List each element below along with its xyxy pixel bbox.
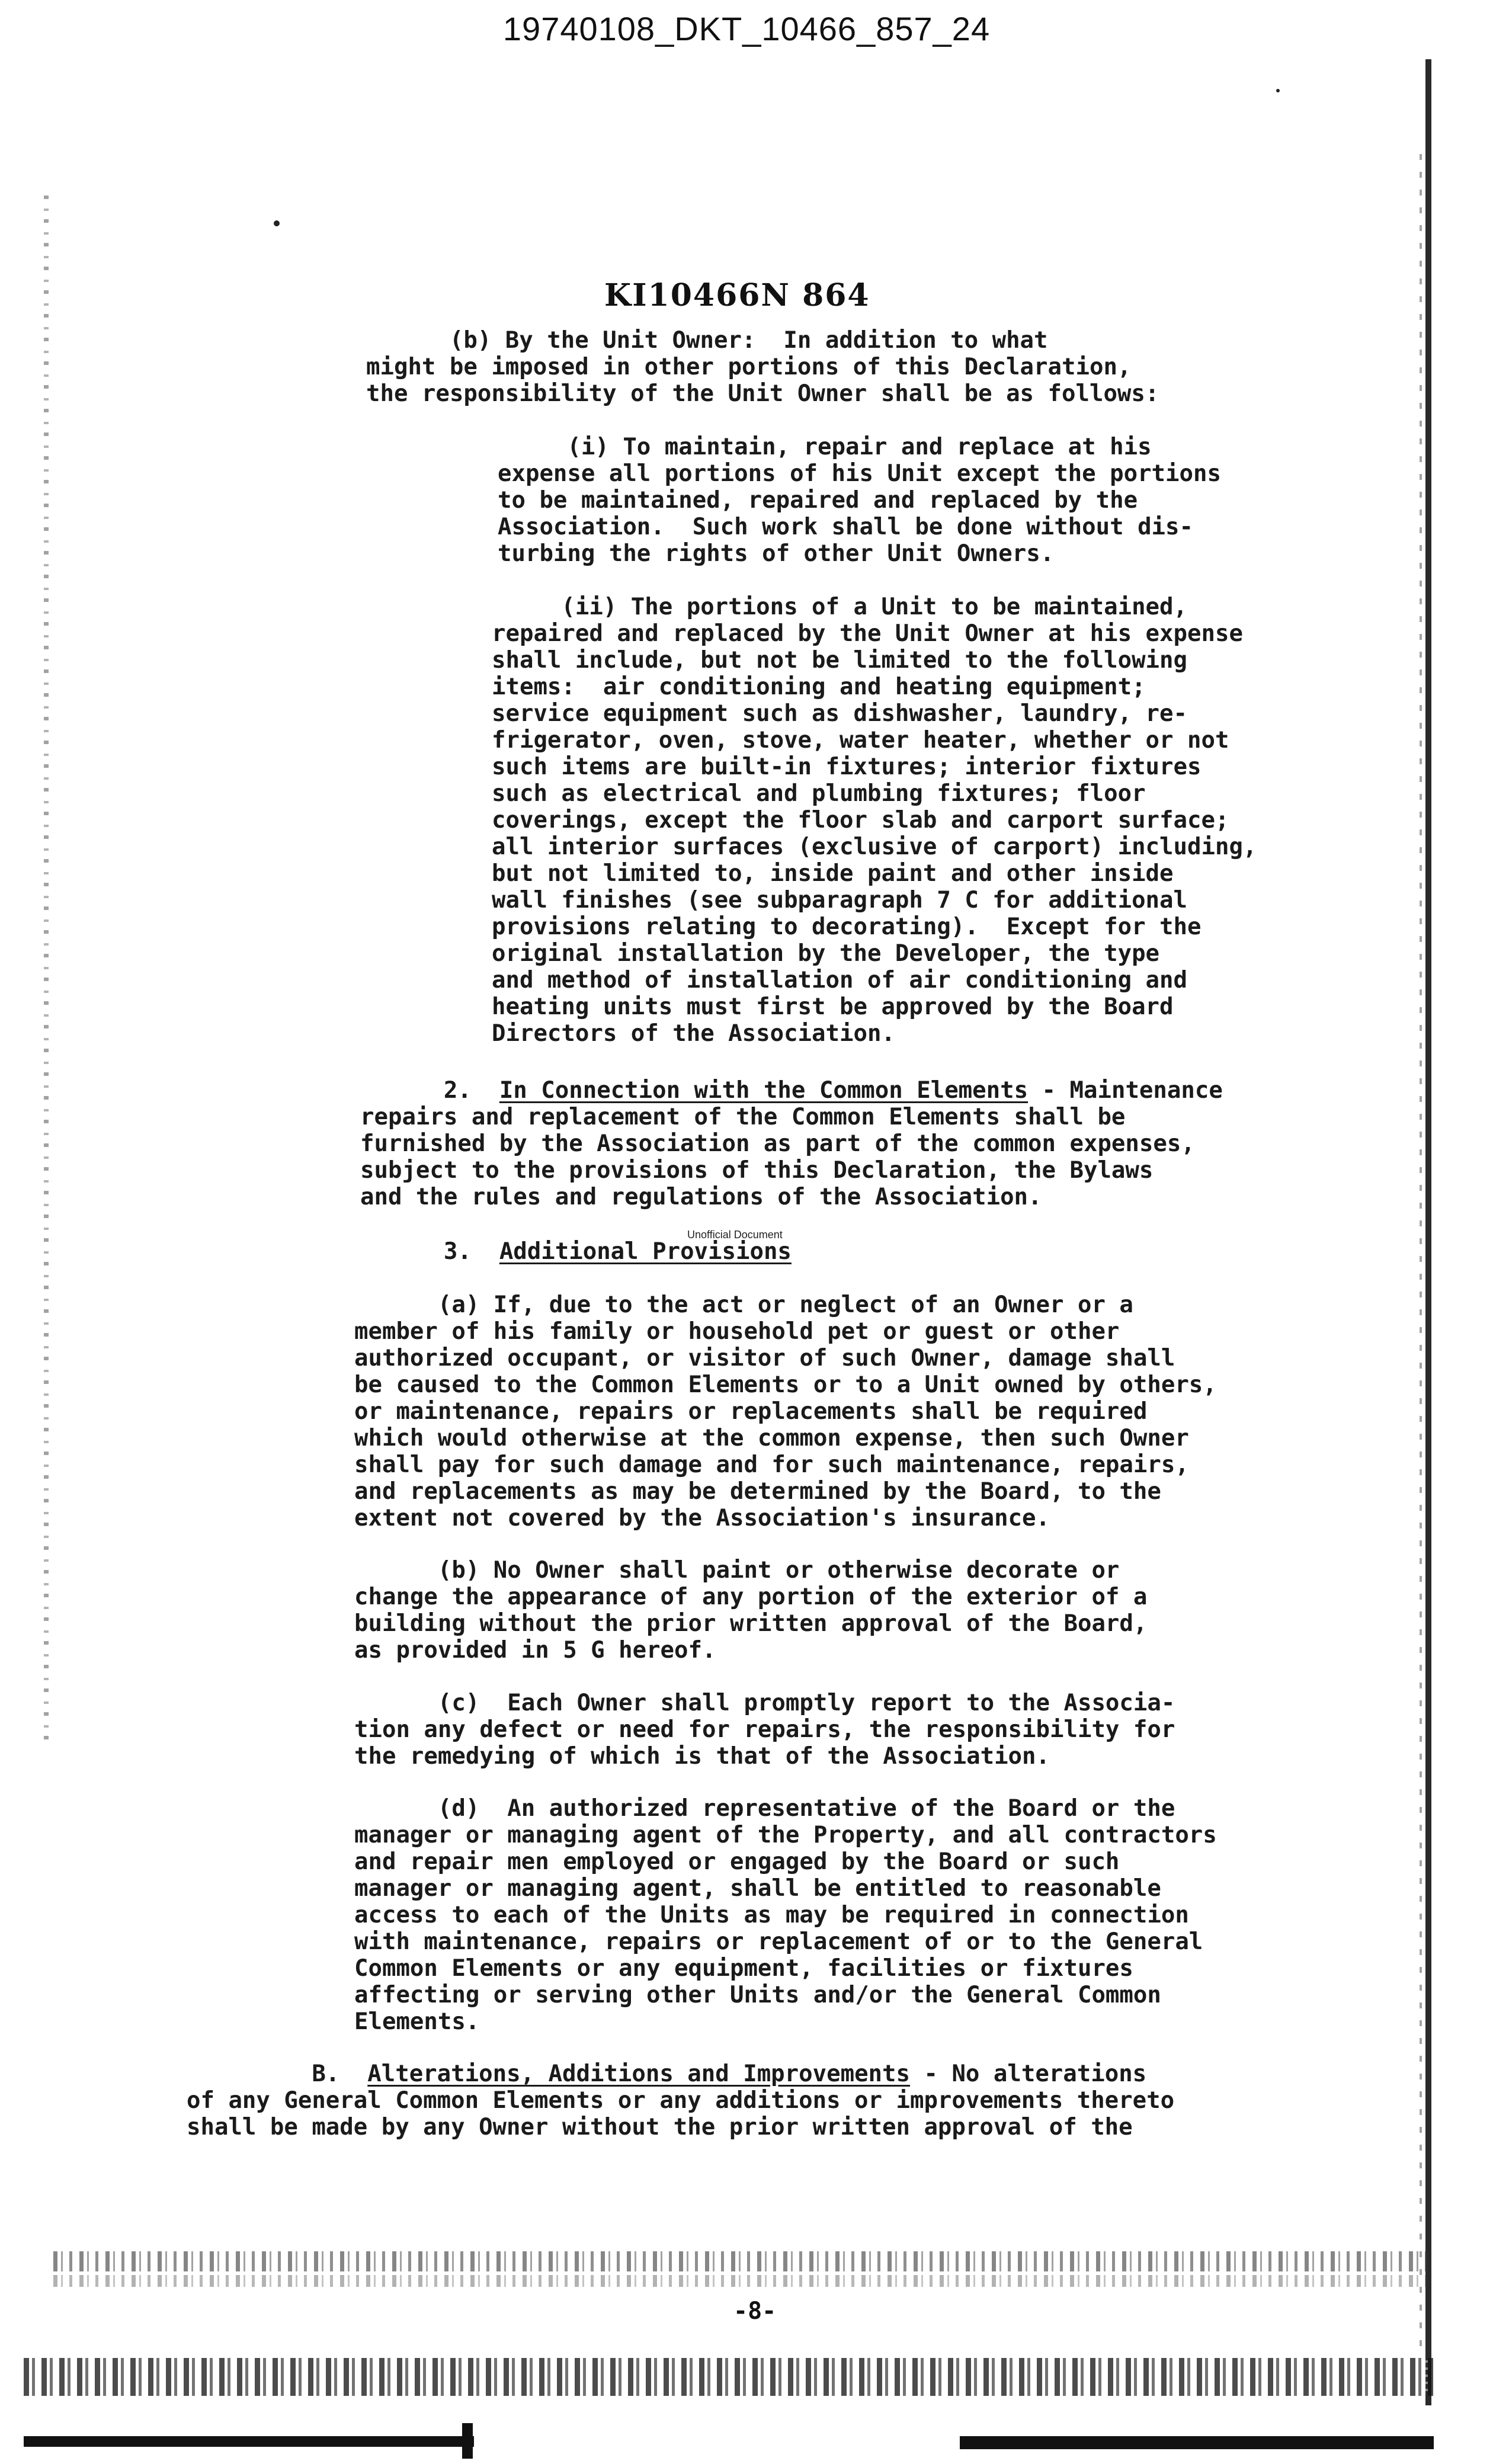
section-2-heading: In Connection with the Common Elements (499, 1077, 1029, 1104)
scan-speck (1276, 89, 1280, 92)
section-2-number: 2. (443, 1077, 472, 1104)
scan-bottom-bar (960, 2436, 1434, 2449)
scan-edge-right-inner (1420, 154, 1422, 2346)
scan-noise-line (53, 2251, 1428, 2271)
section-3 (360, 1238, 792, 1265)
section-2-lead: - Maintenance (1028, 1077, 1223, 1104)
section-b-heading: Alterations, Additions and Improvements (367, 2061, 910, 2087)
paragraph-3a: (a) If, due to the act or neglect of an Owner or a member of his family or household pet or guest or other authorized occupant, or visitor of such Owner, damage shall be caused to the Common Elements or to a Unit owned by others, or maintenance, repairs or replacements shall be required which would otherwise at the common expense, then such Owner shall pay for such damage and for such maintenance, repairs, and replacements as may be determined by the Board, to the extent not covered by the Association's insurance. (354, 1292, 1217, 1531)
paragraph-b-unit-owner: (b) By the Unit Owner: In addition to what might be imposed in other portions of this Declaration, the responsibility of the Unit Owner shall be as follows: (366, 327, 1159, 407)
page-header: 19740108_DKT_10466_857_24 (502, 10, 991, 47)
paragraph-3b: (b) No Owner shall paint or otherwise decorate or change the appearance of any portion of the exterior of a building without the prior written approval of the Board, as provided in 5 G hereof. (354, 1557, 1148, 1664)
section-3-number: 3. (443, 1238, 472, 1265)
section-b-lead: - No alterations (910, 2061, 1147, 2087)
unofficial-watermark: Unofficial Document (687, 1229, 783, 1241)
paragraph-i: (i) To maintain, repair and replace at his expense all portions of his Unit except the portions to be maintained, repaired and replaced by the Association. Such work shall be done without dis- turbing the rights of other Unit Owners. (498, 434, 1221, 567)
section-2 (360, 1077, 1223, 1104)
scan-noise-band (24, 2358, 1434, 2396)
section-b-number: B. (312, 2061, 340, 2087)
paragraph-3d: (d) An authorized representative of the Board or the manager or managing agent of the Property, and all contractors and repair men employed or engaged by the Board or such manager or managing agent, shall be entitled to reasonable access to each of the Units as may be required in connection with maintenance, repairs or replacement of or to the General Common Elements or any equipment, facilities or fixtures affecting or serving other Units and/or the General Common Elements. (354, 1795, 1217, 2035)
section-2-body: repairs and replacement of the Common Elements shall be furnished by the Association as part of the common expenses, subject to the provisions of this Declaration, the Bylaws and the rules and regulations of the Association. (360, 1104, 1195, 1210)
paragraph-ii: (ii) The portions of a Unit to be maintained, repaired and replaced by the Unit Owner at his expense shall include, but not be limited to the following items: air conditioning and heating equipment; service equipment such as dishwasher, laundry, re- frigerator, oven, stove, water heater, whether or not such items are built-in fixtures; interior fixtures such as electrical and plumbing fixtures; floor coverings, except the floor slab and carport surface; all interior surfaces (exclusive of carport) including, but not limited to, inside paint and other inside wall finishes (see subparagraph 7 C for additional provisions relating to decorating). Except for the original installation by the Developer, the type and method of installation of air conditioning and heating units must first be approved by the Board Directors of the Association. (492, 594, 1257, 1047)
scan-edge-left (44, 196, 49, 1748)
scan-speck (274, 220, 280, 226)
paragraph-3c: (c) Each Owner shall promptly report to the Associa- tion any defect or need for repairs, the responsibility for the remedying of which is that of the Association. (354, 1690, 1175, 1770)
section-b-body: of any General Common Elements or any additions or improvements thereto shall be made by any Owner without the prior written approval of the (187, 2087, 1175, 2141)
section-3-heading: Additional Provisions (499, 1238, 792, 1265)
page-number: -8- (733, 2298, 777, 2325)
scan-edge-right (1425, 59, 1431, 2405)
scan-bottom-bar (24, 2436, 474, 2447)
recording-stamp: KI10466N 864 (604, 277, 870, 313)
scan-noise-line (53, 2275, 1428, 2287)
section-b (187, 2061, 1146, 2087)
scan-bottom-bar (462, 2423, 473, 2459)
